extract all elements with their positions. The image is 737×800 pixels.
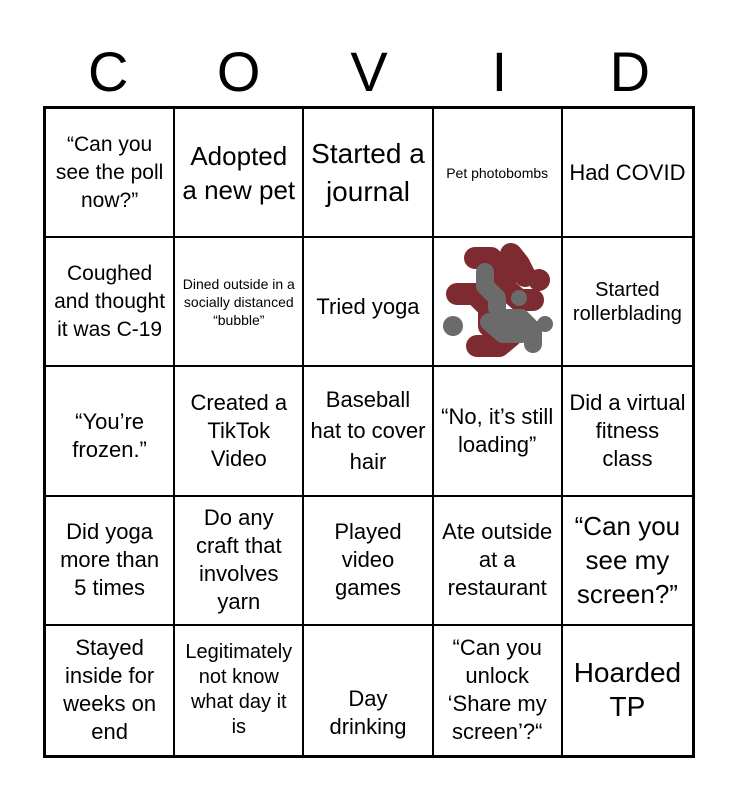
bingo-cell[interactable] xyxy=(563,626,692,755)
cell-text: Adopted a new pet xyxy=(182,140,296,205)
cell-text: Created a TikTok Video xyxy=(190,389,288,471)
bingo-cell[interactable] xyxy=(175,109,304,238)
cell-text: “Can you see my screen?” xyxy=(574,511,681,610)
bingo-cell[interactable] xyxy=(46,367,175,496)
cell-text: Stayed inside for weeks on end xyxy=(63,635,157,745)
bingo-cell[interactable] xyxy=(563,109,692,238)
header-letter-d: D xyxy=(609,40,651,103)
logo-dot xyxy=(511,290,527,306)
bingo-cell[interactable] xyxy=(46,626,175,755)
bingo-cell[interactable] xyxy=(304,109,433,238)
bingo-cell[interactable] xyxy=(304,626,433,755)
header-letter-i: I xyxy=(491,40,508,103)
cell-text: Ate outside at a restaurant xyxy=(442,519,553,601)
cell-text: Started a journal xyxy=(311,137,425,207)
cell-text: Did yoga more than 5 times xyxy=(60,519,160,601)
cell-text: Dined outside in a socially distanced “bubble” xyxy=(182,275,295,328)
bingo-cell[interactable] xyxy=(175,367,304,496)
bingo-board xyxy=(43,106,695,758)
bingo-cell[interactable] xyxy=(175,497,304,626)
header-letter-o: O xyxy=(216,40,261,103)
bingo-cell[interactable] xyxy=(175,238,304,367)
cell-text: Played video games xyxy=(334,519,402,601)
free-space-cell[interactable] xyxy=(434,238,563,367)
cell-text: Did a virtual fitness class xyxy=(569,389,686,471)
bingo-cell[interactable] xyxy=(46,238,175,367)
bingo-cell[interactable] xyxy=(46,109,175,238)
cell-text: Coughed and thought it was C-19 xyxy=(54,261,166,341)
molecule-logo-icon xyxy=(441,242,553,362)
cell-text: “Can you unlock ‘Share my screen’?“ xyxy=(447,635,547,745)
bingo-cell[interactable] xyxy=(563,497,692,626)
cell-text: Had COVID xyxy=(569,159,686,185)
bingo-cell[interactable] xyxy=(563,238,692,367)
bingo-cell[interactable] xyxy=(434,109,563,238)
bingo-cell[interactable] xyxy=(304,238,433,367)
bingo-cell[interactable] xyxy=(563,367,692,496)
cell-text: Tried yoga xyxy=(316,293,420,319)
logo-dot xyxy=(443,316,463,336)
cell-text: “You’re frozen.” xyxy=(72,408,147,462)
bingo-cell[interactable] xyxy=(434,497,563,626)
bingo-cell[interactable] xyxy=(46,497,175,626)
cell-text: Started rollerblading xyxy=(572,278,682,325)
cell-text: Pet photobombs xyxy=(446,164,549,181)
logo-stroke xyxy=(511,254,525,276)
cell-text: Hoarded TP xyxy=(573,657,682,723)
header-letter-v: V xyxy=(350,40,388,103)
cell-text: “Can you see the poll now?” xyxy=(55,132,164,212)
bingo-cell[interactable] xyxy=(175,626,304,755)
bingo-cell[interactable] xyxy=(304,497,433,626)
bingo-header xyxy=(43,38,695,106)
logo-dot xyxy=(528,269,550,291)
header-letter-c: C xyxy=(87,40,129,103)
logo-dot xyxy=(537,316,553,332)
cell-text: Do any craft that involves yarn xyxy=(195,505,282,615)
cell-text: Baseball hat to cover hair xyxy=(310,387,426,475)
cell-text: Legitimately not know what day it is xyxy=(185,641,293,739)
cell-text: “No, it’s still loading” xyxy=(441,403,554,457)
bingo-cell[interactable] xyxy=(434,626,563,755)
bingo-cell[interactable] xyxy=(304,367,433,496)
cell-text: Day drinking xyxy=(329,686,407,740)
bingo-cell[interactable] xyxy=(434,367,563,496)
